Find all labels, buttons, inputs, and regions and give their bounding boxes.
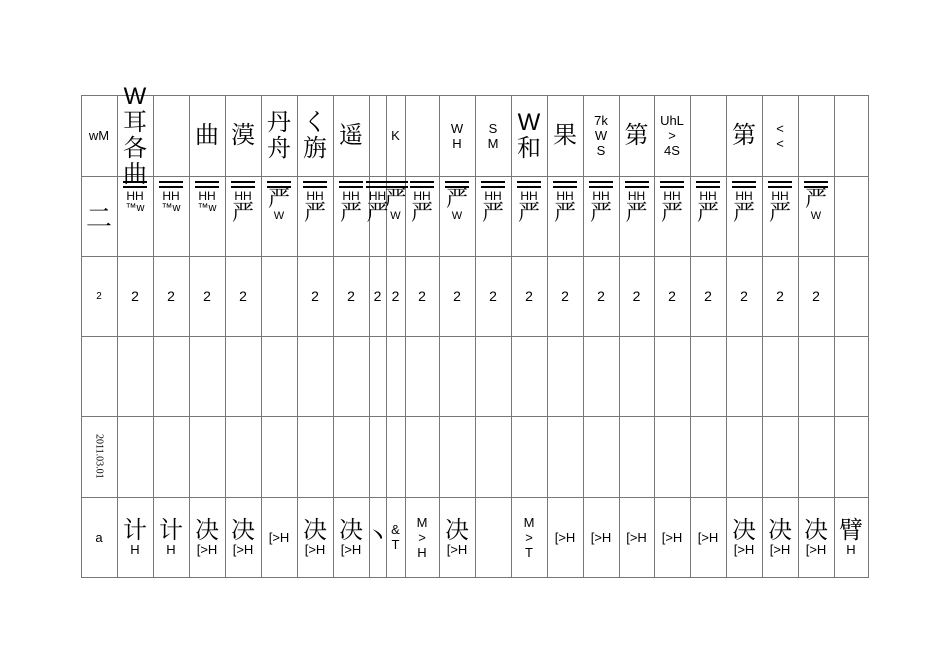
footer-sub: [>H xyxy=(268,529,290,545)
number-cell xyxy=(117,256,153,336)
number-cell xyxy=(726,256,762,336)
footer-cell xyxy=(117,497,153,577)
header-cell xyxy=(798,95,834,176)
footer-glyph: 臂 xyxy=(839,516,863,544)
footer-cell xyxy=(511,497,547,577)
header-label: 丹 舟 xyxy=(267,108,291,162)
header-cell xyxy=(834,95,868,176)
stroke-bar xyxy=(625,186,649,188)
footer-sub: [>H xyxy=(626,529,647,545)
stroke-top: HH xyxy=(342,189,360,203)
number-value: 2 xyxy=(812,288,820,304)
footer-sub: [>H xyxy=(733,541,755,557)
footer-sub: [>H xyxy=(196,541,218,557)
stroke-cell xyxy=(333,176,369,256)
header-cell xyxy=(475,95,511,176)
empty-cell xyxy=(475,416,511,497)
footer-cell xyxy=(798,497,834,577)
stroke-cell xyxy=(798,176,834,256)
stroke-top: 严 xyxy=(384,186,407,211)
number-cell xyxy=(654,256,690,336)
number-value: 2 xyxy=(239,288,247,304)
stroke-sub: ™w xyxy=(197,202,217,214)
number-cell xyxy=(619,256,654,336)
number-value: 2 xyxy=(776,288,784,304)
stroke-bar xyxy=(804,181,828,183)
empty-cell xyxy=(225,336,261,416)
stroke-cell xyxy=(117,176,153,256)
number-value: 2 xyxy=(373,288,382,304)
empty-cell xyxy=(726,416,762,497)
footer-cell xyxy=(654,497,690,577)
stroke-bar xyxy=(303,181,327,183)
empty-cell xyxy=(619,416,654,497)
stroke-sub: W xyxy=(390,210,401,222)
footer-sub: [>H xyxy=(661,529,683,545)
stroke-sub: 严 xyxy=(625,200,648,225)
header-cell xyxy=(189,95,225,176)
stroke-top: HH xyxy=(699,189,717,203)
stroke-bar xyxy=(267,181,291,183)
footer-sub: [>H xyxy=(232,541,254,557)
number-value: 2 xyxy=(347,288,355,304)
footer-cell xyxy=(225,497,261,577)
row2-first-label: 二 xyxy=(85,202,112,233)
number-cell xyxy=(81,256,117,336)
number-cell xyxy=(369,256,386,336)
stroke-sub: 严 xyxy=(481,200,504,225)
footer-cell xyxy=(333,497,369,577)
header-label: 遥 xyxy=(339,121,363,149)
header-label: W 耳 各 曲 xyxy=(123,82,147,188)
stroke-bar xyxy=(231,181,255,183)
footer-glyph: 丶 xyxy=(365,523,390,550)
number-value: 2 xyxy=(668,288,676,304)
empty-cell xyxy=(654,336,690,416)
footer-glyph: 决 xyxy=(732,516,756,544)
footer-cell xyxy=(690,497,726,577)
header-cell xyxy=(81,95,117,176)
stroke-bar xyxy=(768,181,792,183)
footer-cell xyxy=(81,497,117,577)
number-cell xyxy=(547,256,583,336)
header-cell xyxy=(405,95,439,176)
stroke-cell xyxy=(405,176,439,256)
empty-cell xyxy=(762,336,798,416)
header-label: W H xyxy=(450,120,464,151)
stroke-bar xyxy=(303,186,327,188)
header-cell xyxy=(547,95,583,176)
stroke-bar xyxy=(481,186,505,188)
stroke-cell xyxy=(511,176,547,256)
empty-cell xyxy=(547,336,583,416)
header-label: 第 xyxy=(732,121,756,149)
header-label: 第 xyxy=(624,121,649,149)
number-cell xyxy=(439,256,475,336)
empty-cell xyxy=(261,416,297,497)
stroke-bar xyxy=(553,186,577,188)
footer-cell xyxy=(405,497,439,577)
stroke-bar xyxy=(625,181,649,183)
empty-cell xyxy=(153,416,189,497)
stroke-bar xyxy=(123,186,147,188)
header-cell xyxy=(333,95,369,176)
stroke-cell xyxy=(762,176,798,256)
empty-cell xyxy=(333,416,369,497)
footer-sub: [>H xyxy=(446,541,468,557)
stroke-top: HH xyxy=(484,189,502,203)
footer-glyph: 决 xyxy=(303,516,327,544)
header-label: S M xyxy=(487,120,499,151)
footer-glyph: 决 xyxy=(768,516,792,544)
header-label: W 和 xyxy=(517,108,541,162)
footer-sub: [>H xyxy=(554,529,576,545)
number-cell xyxy=(762,256,798,336)
header-label: K xyxy=(391,128,400,143)
empty-cell xyxy=(386,416,405,497)
empty-cell xyxy=(297,416,333,497)
number-value: 2 xyxy=(561,288,569,304)
footer-cell xyxy=(547,497,583,577)
footer-cell xyxy=(261,497,297,577)
footer-sub: M > T xyxy=(523,514,535,560)
stroke-bar xyxy=(231,186,255,188)
header-label: 果 xyxy=(553,121,577,149)
footer-cell xyxy=(726,497,762,577)
stroke-bar xyxy=(589,186,613,188)
number-cell xyxy=(583,256,619,336)
stroke-bar xyxy=(589,181,613,183)
stroke-bar xyxy=(410,186,434,188)
stroke-sub: W xyxy=(451,210,463,222)
footer-cell xyxy=(189,497,225,577)
stroke-bar xyxy=(517,186,541,188)
stroke-top: HH xyxy=(306,189,324,203)
stroke-cell xyxy=(726,176,762,256)
number-value: 2 xyxy=(203,288,211,304)
number-value: 2 xyxy=(131,288,139,304)
footer-cell xyxy=(365,497,390,577)
stroke-bar xyxy=(732,186,756,188)
header-cell xyxy=(369,95,386,176)
header-cell xyxy=(153,95,189,176)
footer-cell xyxy=(439,497,475,577)
stroke-bar xyxy=(339,186,363,188)
empty-cell xyxy=(834,416,868,497)
stroke-cell xyxy=(225,176,261,256)
footer-cell xyxy=(619,497,654,577)
stroke-bar xyxy=(481,181,505,183)
column-rule xyxy=(868,95,869,578)
footer-glyph: 决 xyxy=(445,516,469,544)
header-cell xyxy=(261,95,297,176)
stroke-bar xyxy=(696,181,720,183)
number-value: 2 xyxy=(167,288,175,304)
number-value: 2 xyxy=(96,290,102,302)
empty-cell xyxy=(798,336,834,416)
header-label: wM xyxy=(88,128,110,143)
stroke-bar xyxy=(660,186,684,188)
stroke-sub: 严 xyxy=(589,200,612,225)
stroke-top: 严 xyxy=(445,186,468,211)
footer-glyph: 决 xyxy=(339,516,363,544)
header-label: く 旃 xyxy=(303,108,327,162)
footer-glyph: 计 xyxy=(123,516,147,544)
empty-cell xyxy=(261,336,297,416)
number-cell xyxy=(834,256,868,336)
footer-glyph: 决 xyxy=(804,516,828,544)
stroke-bar xyxy=(445,181,469,183)
stroke-cell xyxy=(547,176,583,256)
footer-glyph: 计 xyxy=(159,516,183,544)
stroke-cell xyxy=(366,176,389,256)
stroke-sub: ™w xyxy=(161,202,181,214)
stroke-top: HH xyxy=(663,189,681,203)
empty-cell xyxy=(798,416,834,497)
stroke-bar xyxy=(195,181,219,183)
stroke-bar xyxy=(123,181,147,183)
number-cell xyxy=(225,256,261,336)
footer-sub: [>H xyxy=(304,541,326,557)
header-label: 7k W S xyxy=(594,113,608,158)
header-cell xyxy=(690,95,726,176)
footer-glyph: 决 xyxy=(231,516,255,544)
empty-cell xyxy=(439,416,475,497)
number-value: 2 xyxy=(418,288,426,304)
header-label: UhL > 4S xyxy=(660,113,684,158)
stroke-cell xyxy=(297,176,333,256)
stroke-sub: 严 xyxy=(660,200,683,225)
empty-cell xyxy=(369,336,386,416)
footer-sub: [>H xyxy=(769,541,791,557)
footer-sub: [>H xyxy=(805,541,827,557)
number-cell xyxy=(297,256,333,336)
stroke-cell xyxy=(261,176,297,256)
stroke-top: HH xyxy=(520,189,538,203)
stroke-top: 严 xyxy=(267,186,290,211)
footer-sub: [>H xyxy=(340,541,362,557)
stroke-cell xyxy=(654,176,690,256)
header-cell xyxy=(762,95,798,176)
footer-cell xyxy=(834,497,868,577)
stroke-cell xyxy=(619,176,654,256)
date-value: 2011.03.01 xyxy=(93,434,105,479)
header-cell xyxy=(297,95,333,176)
empty-cell xyxy=(511,416,547,497)
stroke-top: HH xyxy=(771,189,789,203)
stroke-bar xyxy=(339,181,363,183)
stroke-bar xyxy=(195,186,219,188)
number-cell xyxy=(798,256,834,336)
row2-first-cell xyxy=(81,176,117,256)
empty-cell xyxy=(369,416,386,497)
stroke-bar xyxy=(517,181,541,183)
number-value: 2 xyxy=(391,288,400,304)
empty-cell xyxy=(475,336,511,416)
number-value: 2 xyxy=(489,288,497,304)
stroke-sub: 严 xyxy=(231,200,254,225)
number-value: 2 xyxy=(525,288,533,304)
stroke-sub: 严 xyxy=(339,200,362,225)
stroke-bar xyxy=(660,181,684,183)
empty-cell xyxy=(189,336,225,416)
stroke-bar xyxy=(553,181,577,183)
stroke-top: HH xyxy=(627,189,646,203)
stroke-cell xyxy=(153,176,189,256)
empty-cell xyxy=(117,416,153,497)
header-label: < < xyxy=(776,120,784,151)
empty-cell xyxy=(405,336,439,416)
number-cell xyxy=(333,256,369,336)
stroke-cell xyxy=(690,176,726,256)
footer-cell xyxy=(475,497,511,577)
number-cell xyxy=(261,256,297,336)
empty-cell xyxy=(511,336,547,416)
number-value: 2 xyxy=(632,288,641,304)
stroke-top: HH xyxy=(556,189,574,203)
number-cell xyxy=(386,256,405,336)
empty-cell xyxy=(117,336,153,416)
number-cell xyxy=(189,256,225,336)
number-cell xyxy=(475,256,511,336)
empty-cell xyxy=(690,416,726,497)
stroke-cell xyxy=(189,176,225,256)
stroke-cell xyxy=(583,176,619,256)
footer-glyph: 决 xyxy=(195,516,219,544)
number-value: 2 xyxy=(597,288,605,304)
stroke-sub: ™w xyxy=(125,202,145,214)
footer-sub: [>H xyxy=(697,529,719,545)
stroke-bar xyxy=(159,186,183,188)
empty-cell xyxy=(583,336,619,416)
stroke-top: HH xyxy=(413,189,431,203)
footer-sub: H xyxy=(846,541,856,557)
header-label: 曲 xyxy=(195,121,219,149)
number-cell xyxy=(405,256,439,336)
stroke-sub: 严 xyxy=(732,200,755,225)
stroke-bar xyxy=(768,186,792,188)
footer-sub: M > H xyxy=(416,514,428,560)
number-cell xyxy=(511,256,547,336)
header-cell xyxy=(726,95,762,176)
empty-cell xyxy=(654,416,690,497)
number-value: 2 xyxy=(704,288,712,304)
empty-cell xyxy=(405,416,439,497)
empty-cell xyxy=(834,336,868,416)
empty-cell xyxy=(619,336,654,416)
footer-sub: & T xyxy=(391,522,400,552)
footer-glyph: a xyxy=(95,529,103,545)
empty-cell xyxy=(762,416,798,497)
empty-cell xyxy=(333,336,369,416)
date-cell xyxy=(81,416,117,497)
stroke-sub: 严 xyxy=(410,200,433,225)
footer-sub: [>H xyxy=(590,529,612,545)
stroke-bar xyxy=(384,181,408,183)
header-label: 漠 xyxy=(231,121,255,149)
empty-cell xyxy=(225,416,261,497)
stroke-sub: 严 xyxy=(768,200,791,225)
empty-cell xyxy=(726,336,762,416)
stroke-cell xyxy=(439,176,475,256)
stroke-top: HH xyxy=(198,189,216,203)
number-cell xyxy=(690,256,726,336)
footer-sub: H xyxy=(130,541,140,557)
stroke-sub: 严 xyxy=(517,200,540,225)
footer-cell xyxy=(762,497,798,577)
header-cell xyxy=(117,82,153,188)
empty-cell xyxy=(386,336,405,416)
stroke-bar xyxy=(159,181,183,183)
footer-cell xyxy=(386,497,405,577)
header-cell xyxy=(654,95,690,176)
number-value: 2 xyxy=(453,288,461,304)
number-value: 2 xyxy=(311,288,319,304)
stroke-top: 严 xyxy=(804,186,827,211)
stroke-top: HH xyxy=(234,189,252,203)
footer-sub: H xyxy=(166,541,176,557)
header-cell xyxy=(439,95,475,176)
footer-cell xyxy=(297,497,333,577)
stroke-bar xyxy=(732,181,756,183)
header-cell xyxy=(511,95,547,176)
stroke-top: HH xyxy=(368,189,387,203)
header-cell xyxy=(619,95,654,176)
stroke-sub: W xyxy=(273,210,285,222)
footer-cell xyxy=(153,497,189,577)
header-cell xyxy=(583,95,619,176)
empty-cell xyxy=(81,336,117,416)
number-cell xyxy=(153,256,189,336)
stroke-top: HH xyxy=(162,189,180,203)
stroke-cell xyxy=(475,176,511,256)
stroke-sub: 严 xyxy=(553,200,576,225)
empty-cell xyxy=(297,336,333,416)
stroke-sub: W xyxy=(810,210,822,222)
header-cell xyxy=(225,95,261,176)
empty-cell xyxy=(153,336,189,416)
empty-cell xyxy=(189,416,225,497)
stroke-top: HH xyxy=(592,189,610,203)
empty-cell xyxy=(583,416,619,497)
stroke-bar xyxy=(696,186,720,188)
empty-cell xyxy=(439,336,475,416)
stroke-sub: 严 xyxy=(303,200,326,225)
number-value: 2 xyxy=(740,288,748,304)
stroke-bar xyxy=(410,181,434,183)
stroke-cell xyxy=(386,176,405,256)
stroke-top: HH xyxy=(126,189,144,203)
header-cell xyxy=(386,95,405,176)
footer-cell xyxy=(583,497,619,577)
stroke-sub: 严 xyxy=(696,200,719,225)
stroke-top: HH xyxy=(735,189,753,203)
empty-cell xyxy=(547,416,583,497)
stroke-sub: 严 xyxy=(366,200,389,225)
empty-cell xyxy=(690,336,726,416)
